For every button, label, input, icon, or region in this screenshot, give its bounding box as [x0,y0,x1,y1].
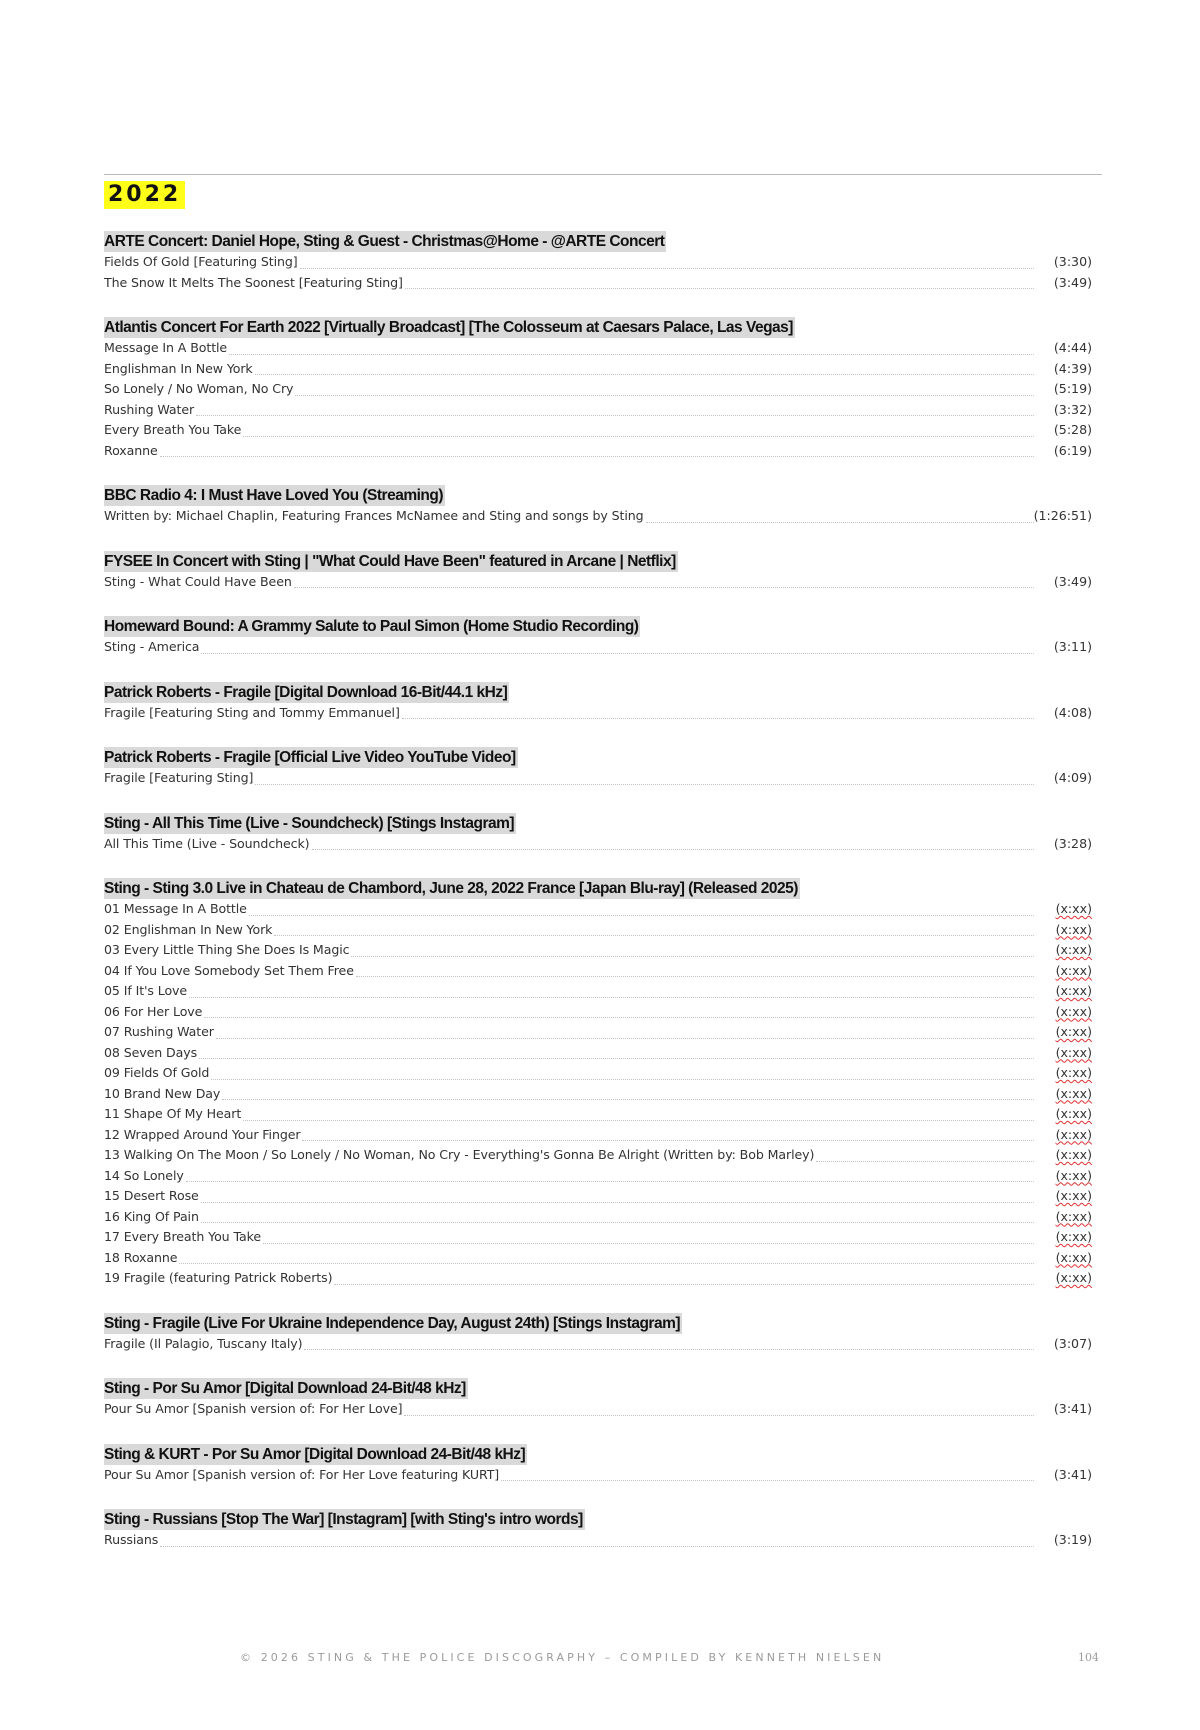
discography-list [104,231,1096,1575]
track-row [104,940,1096,961]
track-title: Roxanne [104,442,158,458]
dot-leader [211,1079,1034,1080]
dot-leader [294,587,1034,588]
release-heading: Homeward Bound: A Grammy Salute to Paul Simon (Home Studio Recording) [104,618,639,635]
track-duration: (x:xx) [1055,1126,1092,1142]
track-duration: (3:19) [1053,1532,1092,1547]
track-title: 11 Shape Of My Heart [104,1106,242,1121]
track-title: All This Time (Live - Soundcheck) [104,835,310,851]
track-row [104,441,1096,462]
dot-leader [201,653,1034,654]
track-row [104,1166,1096,1187]
track-duration: (x:xx) [1055,1003,1092,1019]
track-title: 03 Every Little Thing She Does Is Magic [104,942,350,957]
dot-leader [222,1099,1034,1100]
dot-leader [356,976,1034,977]
release-heading: Sting - Fragile (Live For Ukraine Independence Day, August 24th) [Stings Instagram] [104,1314,681,1332]
track-title: 07 Rushing Water [104,1024,214,1039]
release-section [104,878,1096,1289]
track-title: 15 Desert Rose [104,1188,199,1203]
dot-leader [816,1161,1034,1162]
track-duration: (1:26:51) [1033,508,1092,523]
dot-leader [302,1140,1034,1141]
track-row [104,961,1096,982]
track-duration: (3:28) [1053,835,1092,851]
release-section [104,616,1096,658]
track-duration: (6:19) [1053,442,1092,458]
track-duration: (x:xx) [1055,1270,1092,1285]
dot-leader [300,268,1034,269]
dot-leader [405,288,1034,289]
release-section [104,551,1096,593]
release-section [104,317,1096,461]
track-row [104,1145,1096,1166]
release-section [104,682,1096,724]
track-duration: (3:49) [1053,274,1092,290]
track-duration: (x:xx) [1055,1167,1092,1183]
dot-leader [249,915,1034,916]
dot-leader [199,1058,1034,1059]
track-duration: (3:11) [1053,639,1092,654]
track-duration: (x:xx) [1055,1249,1092,1265]
track-title: Every Breath You Take [104,422,242,437]
track-row [104,1399,1096,1420]
track-title: 14 So Lonely [104,1167,184,1183]
track-row [104,1268,1096,1289]
track-title: 08 Seven Days [104,1044,198,1060]
track-duration: (x:xx) [1055,1044,1092,1060]
track-duration: (4:09) [1053,770,1092,785]
track-title: Fragile [Featuring Sting] [104,770,254,785]
track-title: Rushing Water [104,401,195,417]
release-heading: Sting - All This Time (Live - Soundcheck) [Stings Instagram] [104,814,515,832]
track-row [104,1022,1096,1043]
year-heading: 2022 [104,181,185,209]
dot-leader [243,436,1034,437]
track-duration: (x:xx) [1055,942,1092,957]
track-title: 17 Every Breath You Take [104,1229,261,1244]
track-title: Message In A Bottle [104,340,228,355]
release-heading: Sting - Russians [Stop The War] [Instagram] [with Sting's intro words] [104,1511,583,1528]
track-title: Fragile (Il Palagio, Tuscany Italy) [104,1335,303,1351]
track-title: 02 Englishman In New York [104,921,273,937]
dot-leader [274,935,1034,936]
release-heading: Sting - Por Su Amor [Digital Download 24-Bit/48 kHz] [104,1380,466,1397]
track-duration: (4:08) [1053,704,1092,720]
track-row [104,1334,1096,1355]
track-row [104,1248,1096,1269]
page-number: 104 [1078,1651,1099,1664]
track-row [104,1207,1096,1228]
track-row [104,1186,1096,1207]
release-section [104,231,1096,293]
track-duration: (x:xx) [1055,1085,1092,1101]
track-title: 06 For Her Love [104,1003,203,1019]
dot-leader [351,956,1034,957]
dot-leader [304,1349,1034,1350]
release-section [104,1313,1096,1355]
release-heading: Sting - Sting 3.0 Live in Chateau de Chambord, June 28, 2022 France [Japan Blu-ray] (Released 2025) [104,880,798,897]
track-row [104,1063,1096,1084]
track-duration: (3:30) [1053,254,1092,269]
track-duration: (x:xx) [1055,1065,1092,1080]
dot-leader [229,354,1034,355]
track-row [104,572,1096,593]
track-row [104,1002,1096,1023]
track-duration: (x:xx) [1055,1024,1092,1039]
track-title: Pour Su Amor [Spanish version of: For Her Love] [104,1401,403,1416]
dot-leader [312,849,1035,850]
track-duration: (4:44) [1053,340,1092,355]
footer-copyright: © 2026 STING & THE POLICE DISCOGRAPHY – COMPILED BY KENNETH NIELSEN [240,1651,885,1664]
track-row [104,1465,1096,1486]
track-title: 01 Message In A Bottle [104,901,247,916]
release-heading: Sting & KURT - Por Su Amor [Digital Download 24-Bit/48 kHz] [104,1445,526,1463]
track-title: Fragile [Featuring Sting and Tommy Emmanuel] [104,704,400,720]
dot-leader [243,1120,1034,1121]
track-duration: (5:28) [1053,422,1092,437]
track-row [104,768,1096,789]
dot-leader [204,1017,1034,1018]
release-section [104,1509,1096,1551]
dot-leader [646,522,1034,523]
track-duration: (x:xx) [1055,1208,1092,1224]
track-duration: (x:xx) [1055,1229,1092,1244]
track-title: 13 Walking On The Moon / So Lonely / No Woman, No Cry - Everything's Gonna Be Alright (Written by: Bob Marley) [104,1147,815,1162]
dot-leader [196,415,1034,416]
track-duration: (x:xx) [1055,901,1092,916]
track-duration: (x:xx) [1055,962,1092,978]
track-row [104,1043,1096,1064]
release-section [104,813,1096,855]
dot-leader [189,997,1034,998]
track-title: The Snow It Melts The Soonest [Featuring Sting] [104,274,403,290]
track-row [104,637,1096,658]
release-section [104,747,1096,789]
track-duration: (3:07) [1053,1335,1092,1351]
dot-leader [295,395,1034,396]
track-title: So Lonely / No Woman, No Cry [104,381,294,396]
track-title: Sting - America [104,639,200,654]
track-row [104,899,1096,920]
track-row [104,338,1096,359]
track-duration: (5:19) [1053,381,1092,396]
dot-leader [255,784,1034,785]
dot-leader [255,374,1034,375]
release-section [104,485,1096,527]
release-heading: Patrick Roberts - Fragile [Digital Download 16-Bit/44.1 kHz] [104,683,508,701]
track-duration: (3:49) [1053,573,1092,589]
track-row [104,1530,1096,1551]
track-duration: (x:xx) [1055,921,1092,937]
track-title: 09 Fields Of Gold [104,1065,210,1080]
track-duration: (x:xx) [1055,1147,1092,1162]
track-title: 16 King Of Pain [104,1208,199,1224]
dot-leader [263,1243,1034,1244]
dot-leader [201,1222,1034,1223]
release-heading: ARTE Concert: Daniel Hope, Sting & Guest - Christmas@Home - @ARTE Concert [104,233,665,250]
track-duration: (3:41) [1053,1401,1092,1416]
track-row [104,379,1096,400]
track-title: 12 Wrapped Around Your Finger [104,1126,301,1142]
track-row [104,981,1096,1002]
release-heading: BBC Radio 4: I Must Have Loved You (Streaming) [104,487,444,504]
dot-leader [186,1181,1034,1182]
track-row [104,506,1096,527]
track-duration: (x:xx) [1055,983,1092,998]
track-row [104,1227,1096,1248]
release-section [104,1444,1096,1486]
dot-leader [160,456,1034,457]
track-row [104,273,1096,294]
top-rule [104,174,1102,175]
track-title: Sting - What Could Have Been [104,573,292,589]
track-title: 10 Brand New Day [104,1085,221,1101]
track-duration: (3:32) [1053,401,1092,417]
track-title: Englishman In New York [104,360,253,376]
release-heading: Patrick Roberts - Fragile [Official Live Video YouTube Video] [104,749,516,766]
track-row [104,359,1096,380]
release-heading: Atlantis Concert For Earth 2022 [Virtually Broadcast] [The Colosseum at Caesars Palace, Las Vegas] [104,319,793,336]
track-duration: (4:39) [1053,360,1092,376]
track-row [104,1125,1096,1146]
track-duration: (3:41) [1053,1466,1092,1482]
track-title: Pour Su Amor [Spanish version of: For Her Love featuring KURT] [104,1466,500,1482]
track-row [104,252,1096,273]
dot-leader [334,1284,1034,1285]
dot-leader [179,1263,1034,1264]
track-row [104,703,1096,724]
track-title: Russians [104,1532,159,1547]
track-title: Fields Of Gold [Featuring Sting] [104,254,298,269]
release-section [104,1378,1096,1420]
track-row [104,920,1096,941]
dot-leader [404,1415,1034,1416]
track-title: Written by: Michael Chaplin, Featuring Frances McNamee and Sting and songs by Sting [104,508,644,523]
dot-leader [201,1202,1034,1203]
track-duration: (x:xx) [1055,1106,1092,1121]
dot-leader [216,1038,1034,1039]
track-title: 19 Fragile (featuring Patrick Roberts) [104,1270,333,1285]
track-title: 04 If You Love Somebody Set Them Free [104,962,354,978]
dot-leader [160,1546,1034,1547]
track-title: 05 If It's Love [104,983,188,998]
track-title: 18 Roxanne [104,1249,178,1265]
track-row [104,400,1096,421]
track-duration: (x:xx) [1055,1188,1092,1203]
track-row [104,834,1096,855]
release-heading: FYSEE In Concert with Sting | "What Could Have Been" featured in Arcane | Netflix] [104,552,676,570]
dot-leader [501,1480,1034,1481]
track-row [104,1104,1096,1125]
dot-leader [402,718,1034,719]
track-row [104,420,1096,441]
track-row [104,1084,1096,1105]
